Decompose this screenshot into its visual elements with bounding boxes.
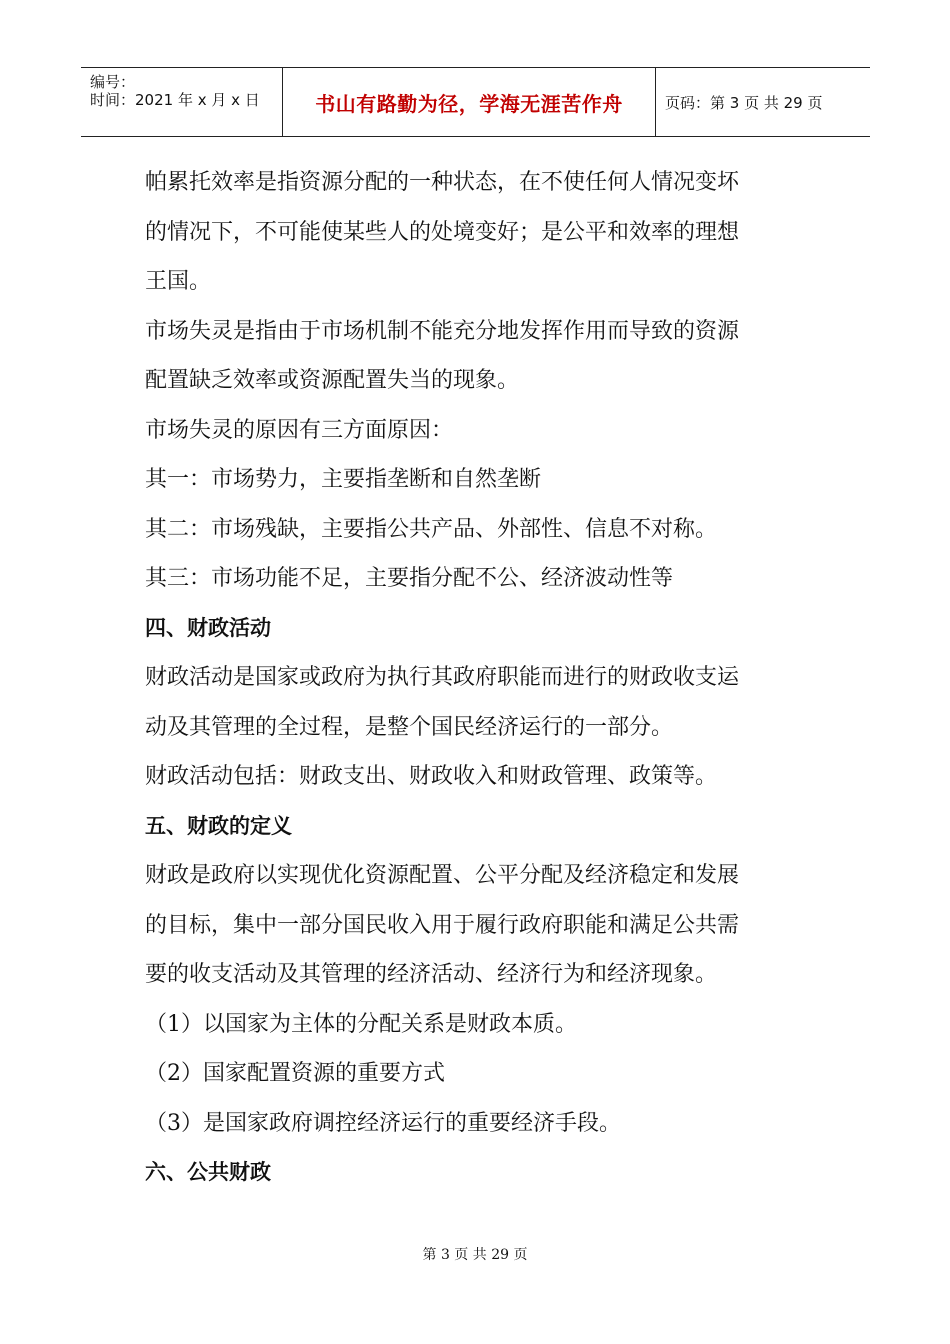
paragraph-line: 其三：市场功能不足，主要指分配不公、经济波动性等 (145, 566, 674, 591)
paragraph-line: 其二：市场残缺，主要指公共产品、外部性、信息不对称。 (145, 516, 718, 542)
paragraph-line: 的情况下，不可能使某些人的处境变好；是公平和效率的理想 (145, 219, 740, 245)
page-header (81, 67, 870, 137)
paragraph-line: 财政活动是国家或政府为执行其政府职能而进行的财政收支运 (145, 665, 740, 690)
paragraph-line: 市场失灵的原因有三方面原因： (145, 417, 454, 443)
paragraph-line: 其一：市场势力，主要指垄断和自然垄断 (145, 467, 542, 492)
paragraph-line: （2）国家配置资源的重要方式 (145, 1061, 445, 1086)
paragraph-line: 财政是政府以实现优化资源配置、公平分配及经济稳定和发展 (145, 863, 740, 888)
paragraph-line: 配置缺乏效率或资源配置失当的现象。 (145, 368, 520, 393)
page-footer: 第 3 页 共 29 页 (422, 1247, 528, 1263)
paragraph-line: 市场失灵是指由于市场机制不能充分地发挥作用而导致的资源 (145, 318, 740, 344)
section-heading: 六、公共财政 (145, 1160, 271, 1184)
paragraph-line: 帕累托效率是指资源分配的一种状态，在不使任何人情况变坏 (145, 170, 740, 195)
paragraph-line: 动及其管理的全过程，是整个国民经济运行的一部分。 (145, 714, 674, 740)
header-page-info: 页码：第 3 页 共 29 页 (665, 93, 823, 112)
paragraph-line: 要的收支活动及其管理的经济活动、经济行为和经济现象。 (145, 962, 718, 987)
document-time-label: 时间：2021 年 x 月 x 日 (90, 91, 260, 109)
header-meta (81, 68, 281, 136)
header-motto-cell (282, 68, 656, 136)
paragraph-line: 王国。 (145, 269, 212, 294)
paragraph-line: 财政活动包括：财政支出、财政收入和财政管理、政策等。 (145, 764, 718, 789)
paragraph-line: （1）以国家为主体的分配关系是财政本质。 (145, 1011, 577, 1037)
section-heading: 五、财政的定义 (145, 813, 292, 838)
document-number-label: 编号： (90, 73, 136, 91)
document-body (145, 158, 815, 1198)
paragraph-line: 的目标，集中一部分国民收入用于履行政府职能和满足公共需 (145, 912, 740, 938)
section-heading: 四、财政活动 (145, 615, 271, 640)
header-motto: 书山有路勤为径，学海无涯苦作舟 (315, 91, 623, 116)
paragraph-line: （3）是国家政府调控经济运行的重要经济手段。 (145, 1110, 621, 1136)
